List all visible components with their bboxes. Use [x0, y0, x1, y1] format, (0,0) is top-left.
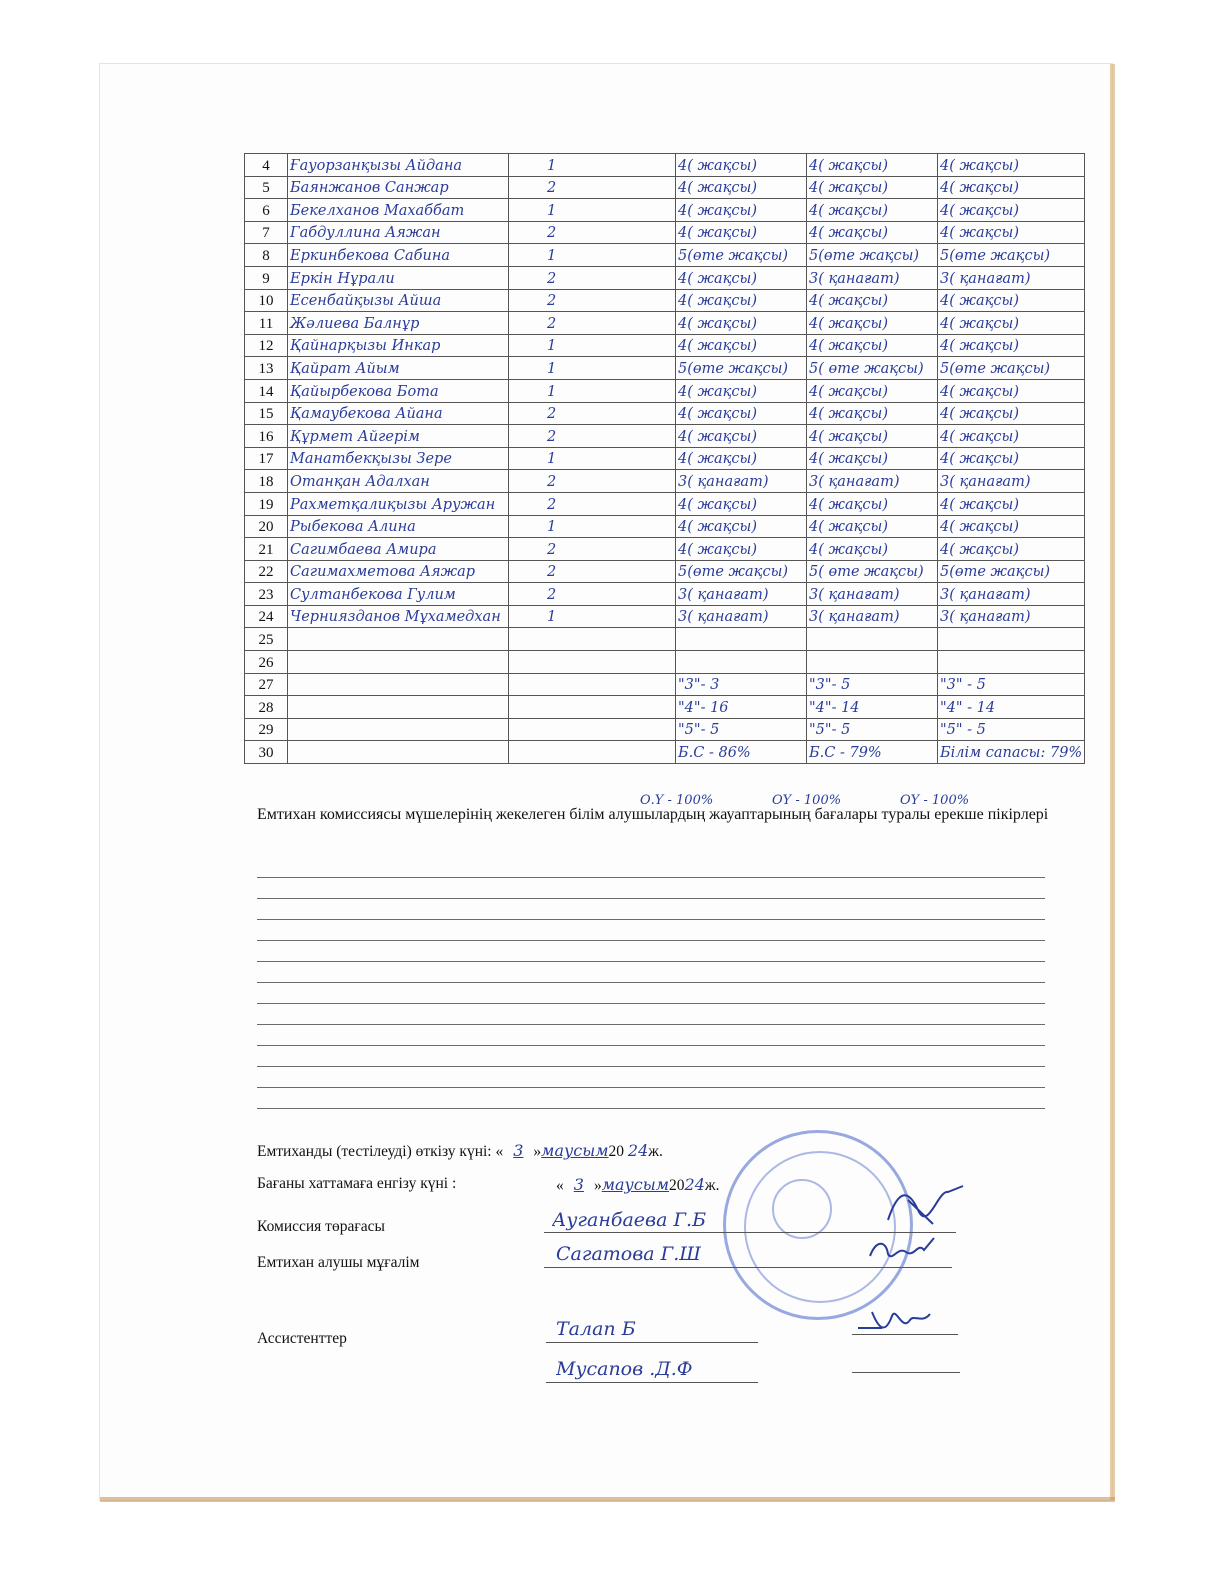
student-name: Сагимахметова Аяжар — [288, 560, 509, 583]
variant-number: 1 — [509, 357, 676, 380]
grade-3: "4" - 14 — [938, 696, 1085, 719]
student-name: Құрмет Айгерім — [288, 425, 509, 448]
student-name: Габдуллина Аяжан — [288, 221, 509, 244]
exam-date-label-text: Емтиханды (тестілеуді) өткізу күні: « — [257, 1143, 504, 1160]
student-name: Есенбайқызы Айша — [288, 289, 509, 312]
grade-3: 4( жақсы) — [938, 312, 1085, 335]
grade-1: 4( жақсы) — [676, 402, 807, 425]
grade-3: 4( жақсы) — [938, 199, 1085, 222]
exam-date-label — [257, 1141, 663, 1161]
table-row — [245, 199, 1085, 222]
grade-3: 4( жақсы) — [938, 538, 1085, 561]
grade-3 — [938, 651, 1085, 674]
student-name: Сагимбаева Амира — [288, 538, 509, 561]
table-row — [245, 379, 1085, 402]
row-number: 11 — [245, 312, 288, 335]
student-name: Қайырбекова Бота — [288, 379, 509, 402]
student-name: Бекелханов Махаббат — [288, 199, 509, 222]
grade-2 — [807, 628, 938, 651]
grade-1: 4( жақсы) — [676, 266, 807, 289]
grade-1: 4( жақсы) — [676, 538, 807, 561]
assistant1-signature — [852, 1302, 942, 1336]
student-name: Султанбекова Гулим — [288, 583, 509, 606]
table-row — [245, 357, 1085, 380]
grades-table — [244, 153, 1085, 764]
grade-2: 5(өте жақсы) — [807, 244, 938, 267]
grade-1: 5(өте жақсы) — [676, 244, 807, 267]
grade-1: 4( жақсы) — [676, 515, 807, 538]
variant-number: 1 — [509, 379, 676, 402]
row-number: 13 — [245, 357, 288, 380]
grade-3: 3( қанағат) — [938, 605, 1085, 628]
row-number: 24 — [245, 605, 288, 628]
variant-number: 1 — [509, 515, 676, 538]
grade-2: 4( жақсы) — [807, 538, 938, 561]
grade-1 — [676, 651, 807, 674]
grade-2: 4( жақсы) — [807, 154, 938, 177]
grade-1: 3( қанағат) — [676, 583, 807, 606]
variant-number — [509, 673, 676, 696]
student-name: Отанқан Адалхан — [288, 470, 509, 493]
grade-2: "3"- 5 — [807, 673, 938, 696]
paper-edge — [100, 1497, 1115, 1502]
variant-number — [509, 718, 676, 741]
grade-3: 4( жақсы) — [938, 492, 1085, 515]
student-name — [288, 673, 509, 696]
variant-number: 1 — [509, 605, 676, 628]
row-number: 27 — [245, 673, 288, 696]
grade-3: 4( жақсы) — [938, 289, 1085, 312]
row-number: 25 — [245, 628, 288, 651]
grade-1: 4( жақсы) — [676, 199, 807, 222]
variant-number: 2 — [509, 312, 676, 335]
grade-2: 4( жақсы) — [807, 492, 938, 515]
grade-3: 4( жақсы) — [938, 221, 1085, 244]
grade-3: 3( қанағат) — [938, 266, 1085, 289]
grade-3: Білім сапасы: 79% — [938, 741, 1085, 764]
row-number: 14 — [245, 379, 288, 402]
row-number: 29 — [245, 718, 288, 741]
grade-1: 4( жақсы) — [676, 289, 807, 312]
student-name — [288, 718, 509, 741]
grade-2: 5( өте жақсы) — [807, 560, 938, 583]
grade-2: "4"- 14 — [807, 696, 938, 719]
grade-2: 3( қанағат) — [807, 583, 938, 606]
row-number: 7 — [245, 221, 288, 244]
grade-3 — [938, 628, 1085, 651]
grade-3: 4( жақсы) — [938, 425, 1085, 448]
table-row — [245, 244, 1085, 267]
summary-tail-g1: О.Ү - 100% — [640, 793, 714, 808]
grade-3: 5(өте жақсы) — [938, 560, 1085, 583]
table-row — [245, 402, 1085, 425]
student-name: Қамаубекова Айана — [288, 402, 509, 425]
table-row — [245, 538, 1085, 561]
grade-1: 4( жақсы) — [676, 379, 807, 402]
student-name: Еркін Нұрали — [288, 266, 509, 289]
table-row — [245, 154, 1085, 177]
table-row — [245, 605, 1085, 628]
grade-2 — [807, 651, 938, 674]
blank-line — [257, 940, 1045, 941]
table-row — [245, 696, 1085, 719]
grade-1: "3"- 3 — [676, 673, 807, 696]
paper-edge — [1110, 64, 1115, 1500]
row-number: 18 — [245, 470, 288, 493]
blank-line — [257, 1024, 1045, 1025]
row-number: 9 — [245, 266, 288, 289]
grade-1: 4( жақсы) — [676, 221, 807, 244]
table-row — [245, 651, 1085, 674]
row-number: 30 — [245, 741, 288, 764]
variant-number — [509, 696, 676, 719]
student-name: Манатбекқызы Зере — [288, 447, 509, 470]
blank-line — [257, 877, 1045, 878]
variant-number: 2 — [509, 176, 676, 199]
exam-date-month: маусым — [541, 1141, 609, 1160]
student-name: Рыбекова Алина — [288, 515, 509, 538]
variant-number: 2 — [509, 221, 676, 244]
grade-2: 5( өте жақсы) — [807, 357, 938, 380]
grade-2: 4( жақсы) — [807, 447, 938, 470]
table-row — [245, 492, 1085, 515]
grade-3: "3" - 5 — [938, 673, 1085, 696]
assistant1-name-line — [546, 1342, 758, 1343]
student-name: Еркинбекова Сабина — [288, 244, 509, 267]
grade-3: 4( жақсы) — [938, 154, 1085, 177]
student-name — [288, 628, 509, 651]
grade-2: 4( жақсы) — [807, 312, 938, 335]
table-row — [245, 289, 1085, 312]
table-row — [245, 741, 1085, 764]
row-number: 22 — [245, 560, 288, 583]
row-number: 10 — [245, 289, 288, 312]
grade-2: 4( жақсы) — [807, 425, 938, 448]
grade-1: 4( жақсы) — [676, 154, 807, 177]
table-row — [245, 176, 1085, 199]
table-row — [245, 583, 1085, 606]
assistant2-name-line — [546, 1382, 758, 1383]
grade-2: 4( жақсы) — [807, 334, 938, 357]
blank-line — [257, 1108, 1045, 1109]
teacher-name: Сагатова Г.Ш — [556, 1243, 701, 1265]
entry-date-label: Бағаны хаттамаға енгізу күні : — [257, 1175, 457, 1192]
teacher-signature — [862, 1232, 942, 1268]
student-name: Қайнарқызы Инкар — [288, 334, 509, 357]
grade-3: 4( жақсы) — [938, 402, 1085, 425]
variant-number: 2 — [509, 492, 676, 515]
grade-1: 4( жақсы) — [676, 447, 807, 470]
variant-number: 1 — [509, 154, 676, 177]
grade-3: 3( қанағат) — [938, 583, 1085, 606]
grade-2: 3( қанағат) — [807, 605, 938, 628]
grade-3: 4( жақсы) — [938, 176, 1085, 199]
exam-date-day: 3 — [513, 1141, 524, 1160]
variant-number: 1 — [509, 244, 676, 267]
chair-label: Комиссия төрағасы — [257, 1218, 385, 1235]
grade-2: 4( жақсы) — [807, 221, 938, 244]
grade-1: 4( жақсы) — [676, 334, 807, 357]
row-number: 5 — [245, 176, 288, 199]
grade-1: 3( қанағат) — [676, 605, 807, 628]
row-number: 16 — [245, 425, 288, 448]
variant-number: 2 — [509, 289, 676, 312]
row-number: 8 — [245, 244, 288, 267]
exam-date-quote: » — [533, 1143, 542, 1160]
student-name — [288, 651, 509, 674]
grade-1: "4"- 16 — [676, 696, 807, 719]
entry-date-value — [556, 1175, 719, 1195]
entry-date-day: 3 — [573, 1175, 584, 1194]
grade-2: 3( қанағат) — [807, 470, 938, 493]
grade-3: 4( жақсы) — [938, 447, 1085, 470]
entry-date-century: 20 — [669, 1177, 685, 1194]
student-name — [288, 696, 509, 719]
variant-number: 2 — [509, 470, 676, 493]
row-number: 6 — [245, 199, 288, 222]
row-number: 20 — [245, 515, 288, 538]
table-row — [245, 447, 1085, 470]
blank-line — [257, 898, 1045, 899]
grade-3: 4( жақсы) — [938, 334, 1085, 357]
variant-number: 2 — [509, 425, 676, 448]
table-row — [245, 560, 1085, 583]
grade-2: Б.С - 79% — [807, 741, 938, 764]
entry-date-suffix: ж. — [704, 1177, 720, 1194]
assistant2-signature-line — [852, 1372, 960, 1373]
grade-1: 4( жақсы) — [676, 312, 807, 335]
grade-1: 5(өте жақсы) — [676, 357, 807, 380]
grade-1: 4( жақсы) — [676, 425, 807, 448]
student-name: Қайрат Айым — [288, 357, 509, 380]
student-name: Баянжанов Санжар — [288, 176, 509, 199]
grade-1 — [676, 628, 807, 651]
row-number: 23 — [245, 583, 288, 606]
entry-date-quote: » — [593, 1177, 602, 1194]
teacher-label: Емтихан алушы мұғалім — [257, 1254, 420, 1271]
emblem-icon — [772, 1179, 832, 1239]
variant-number: 2 — [509, 560, 676, 583]
variant-number: 2 — [509, 538, 676, 561]
exam-date-century: 20 — [608, 1143, 625, 1160]
grade-2: 4( жақсы) — [807, 289, 938, 312]
table-row — [245, 425, 1085, 448]
grade-2: 4( жақсы) — [807, 199, 938, 222]
variant-number: 1 — [509, 334, 676, 357]
special-opinions-heading: Емтихан комиссиясы мүшелерінің жекелеген білім алушылардың жауаптарының бағалары туралы ерекше пікірлері — [257, 806, 1049, 823]
grade-1: 5(өте жақсы) — [676, 560, 807, 583]
student-name: Черниязданов Мұхамедхан — [288, 605, 509, 628]
grade-2: 4( жақсы) — [807, 402, 938, 425]
row-number: 19 — [245, 492, 288, 515]
table-row — [245, 470, 1085, 493]
chair-name: Ауганбаева Г.Б — [552, 1209, 707, 1231]
row-number: 12 — [245, 334, 288, 357]
grade-1: 4( жақсы) — [676, 492, 807, 515]
variant-number: 2 — [509, 266, 676, 289]
variant-number: 2 — [509, 402, 676, 425]
entry-date-year: 24 — [684, 1175, 705, 1194]
grade-3: 4( жақсы) — [938, 515, 1085, 538]
blank-line — [257, 1003, 1045, 1004]
table-row — [245, 266, 1085, 289]
table-row — [245, 515, 1085, 538]
row-number: 17 — [245, 447, 288, 470]
assistants-label: Ассистенттер — [257, 1330, 347, 1347]
variant-number — [509, 651, 676, 674]
variant-number — [509, 741, 676, 764]
table-row — [245, 221, 1085, 244]
exam-date-year: 24 — [627, 1141, 649, 1160]
entry-date-quote-open: « — [556, 1177, 564, 1194]
blank-line — [257, 1066, 1045, 1067]
blank-line — [257, 919, 1045, 920]
student-name — [288, 741, 509, 764]
chair-signature — [878, 1180, 968, 1232]
grade-1: 3( қанағат) — [676, 470, 807, 493]
grade-1: Б.С - 86% — [676, 741, 807, 764]
variant-number: 1 — [509, 447, 676, 470]
grade-2: 4( жақсы) — [807, 176, 938, 199]
row-number: 15 — [245, 402, 288, 425]
summary-tail-g3: ОҮ - 100% — [900, 793, 970, 808]
grade-2: 4( жақсы) — [807, 379, 938, 402]
student-name: Рахметқалиқызы Аружан — [288, 492, 509, 515]
table-row — [245, 628, 1085, 651]
student-name: Ғауорзанқызы Айдана — [288, 154, 509, 177]
grade-3: 5(өте жақсы) — [938, 244, 1085, 267]
grade-1: 4( жақсы) — [676, 176, 807, 199]
grade-2: 3( қанағат) — [807, 266, 938, 289]
summary-tail-g2: ОҮ - 100% — [772, 793, 842, 808]
blank-line — [257, 961, 1045, 962]
assistant2-name: Мусапов .Д.Ф — [556, 1358, 693, 1380]
grade-3: 5(өте жақсы) — [938, 357, 1085, 380]
table-row — [245, 312, 1085, 335]
row-number: 26 — [245, 651, 288, 674]
grade-2: 4( жақсы) — [807, 515, 938, 538]
variant-number: 1 — [509, 199, 676, 222]
blank-line — [257, 1045, 1045, 1046]
grade-3: 3( қанағат) — [938, 470, 1085, 493]
variant-number — [509, 628, 676, 651]
assistant1-name: Талап Б — [556, 1318, 636, 1340]
variant-number: 2 — [509, 583, 676, 606]
exam-date-suffix: ж. — [648, 1143, 663, 1160]
table-row — [245, 673, 1085, 696]
student-name: Жәлиева Балнұр — [288, 312, 509, 335]
grade-1: "5"- 5 — [676, 718, 807, 741]
row-number: 4 — [245, 154, 288, 177]
entry-date-month: маусым — [601, 1175, 670, 1194]
grade-3: 4( жақсы) — [938, 379, 1085, 402]
blank-line — [257, 982, 1045, 983]
grade-3: "5" - 5 — [938, 718, 1085, 741]
row-number: 21 — [245, 538, 288, 561]
blank-line — [257, 1087, 1045, 1088]
table-row — [245, 334, 1085, 357]
row-number: 28 — [245, 696, 288, 719]
grade-2: "5"- 5 — [807, 718, 938, 741]
table-row — [245, 718, 1085, 741]
